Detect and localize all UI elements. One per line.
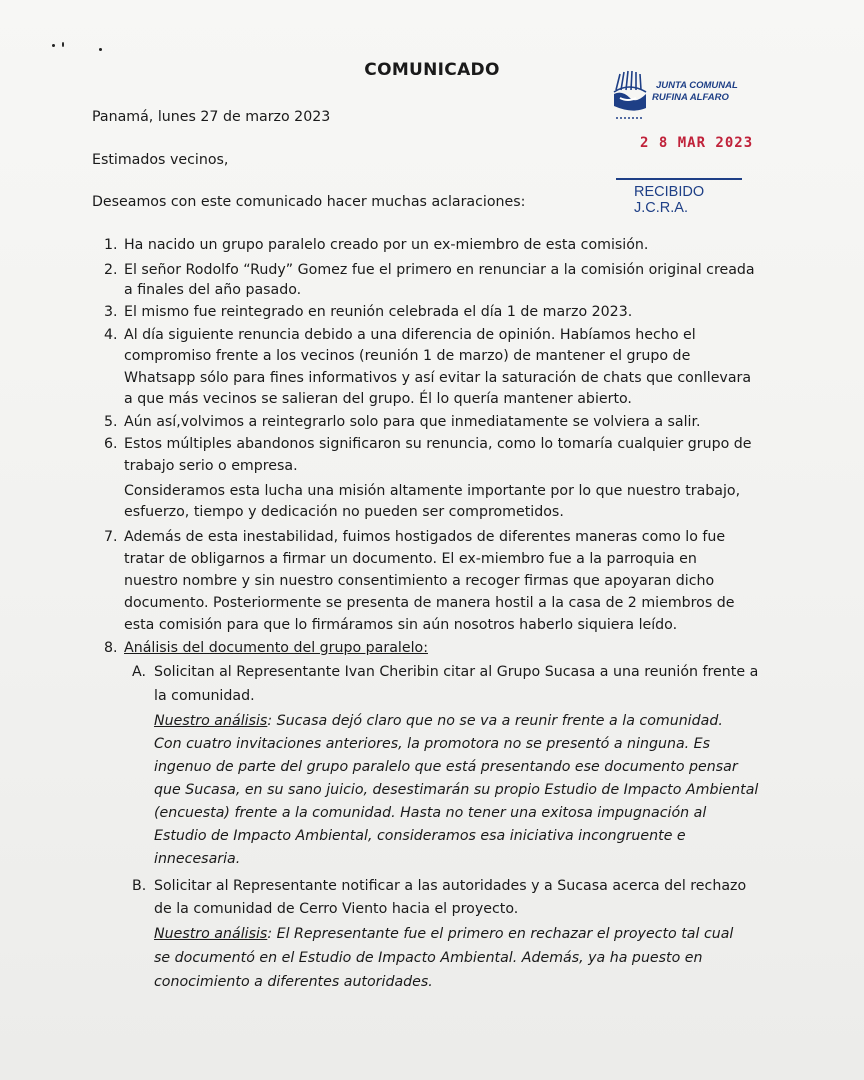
- stamp-org-line1: JUNTA COMUNAL: [656, 80, 738, 91]
- list-number: 1.: [104, 237, 118, 253]
- analysis-line: innecesaria.: [154, 851, 241, 867]
- analysis-label: Nuestro análisis: [154, 926, 268, 942]
- junta-comunal-stamp: [612, 68, 752, 128]
- list-item-line: Estos múltiples abandonos significaron su renuncia, como lo tomaría cualquier grupo de: [124, 436, 752, 452]
- list-item-line: Aún así,volvimos a reintegrarlo solo para que inmediatamente se volviera a salir.: [124, 414, 701, 430]
- list-item-line: a finales del año pasado.: [124, 282, 302, 298]
- subitem-letter: A.: [132, 664, 146, 680]
- received-org: J.C.R.A.: [634, 199, 688, 216]
- date-line: Panamá, lunes 27 de marzo 2023: [92, 109, 331, 125]
- list-item-line: esta comisión para que lo firmáramos sin aún nosotros haberlo siquiera leído.: [124, 617, 678, 633]
- list-item-line: El señor Rodolfo “Rudy” Gomez fue el primero en renunciar a la comisión original creada: [124, 262, 755, 278]
- analysis-line: [154, 924, 733, 944]
- analysis-line: (encuesta) frente a la comunidad. Hasta no tener una exitosa impugnación al: [154, 805, 707, 821]
- list-item-line: Análisis del documento del grupo paralelo:: [124, 640, 428, 656]
- list-item-line: nuestro nombre y sin nuestro consentimiento a recoger firmas que apoyaran dicho: [124, 573, 715, 589]
- list-number: 7.: [104, 529, 118, 545]
- list-item-line: Ha nacido un grupo paralelo creado por un ex-miembro de esta comisión.: [124, 237, 649, 253]
- received-label: RECIBIDO: [634, 183, 705, 200]
- list-number: 4.: [104, 327, 118, 343]
- analysis-text: : El Representante fue el primero en rechazar el proyecto tal cual: [267, 926, 734, 942]
- list-item-line: Al día siguiente renuncia debido a una diferencia de opinión. Habíamos hecho el: [124, 327, 696, 343]
- received-date-stamp: 2 8 MAR 2023: [640, 135, 754, 151]
- analysis-line: [154, 711, 723, 731]
- list-item-line: documento. Posteriormente se presenta de manera hostil a la casa de 2 miembros de: [124, 595, 735, 611]
- analysis-line: Estudio de Impacto Ambiental, consideramos esa iniciativa incongruente e: [154, 828, 686, 844]
- analysis-line: Con cuatro invitaciones anteriores, la promotora no se presentó a ninguna. Es: [154, 736, 711, 752]
- list-item-line: tratar de obligarnos a firmar un documento. El ex-miembro fue a la parroquia en: [124, 551, 697, 567]
- stamp-rule: [616, 178, 742, 180]
- list-item-line: esfuerzo, tiempo y dedicación no pueden ser comprometidos.: [124, 504, 564, 520]
- list-item-line: trabajo serio o empresa.: [124, 458, 298, 474]
- list-item-line: El mismo fue reintegrado en reunión celebrada el día 1 de marzo 2023.: [124, 304, 633, 320]
- list-number: 6.: [104, 436, 118, 452]
- list-number: 5.: [104, 414, 118, 430]
- list-item-line: Consideramos esta lucha una misión altamente importante por lo que nuestro trabajo,: [124, 483, 741, 499]
- subitem-line: Solicitan al Representante Ivan Cheribin citar al Grupo Sucasa a una reunión frente a: [154, 664, 759, 680]
- list-item-line: Además de esta inestabilidad, fuimos hostigados de diferentes maneras como lo fue: [124, 529, 726, 545]
- analysis-line: ingenuo de parte del grupo paralelo que está presentando ese documento pensar: [154, 759, 738, 775]
- junta-comunal-logo-icon: [612, 68, 752, 128]
- stamp-org-line2: RUFINA ALFARO: [652, 92, 729, 103]
- greeting: Estimados vecinos,: [92, 152, 229, 168]
- list-number: 8.: [104, 640, 118, 656]
- page-title: COMUNICADO: [364, 60, 500, 80]
- analysis-line: conocimiento a diferentes autoridades.: [154, 974, 433, 990]
- subitem-line: la comunidad.: [154, 688, 255, 704]
- analysis-text: : Sucasa dejó claro que no se va a reunir frente a la comunidad.: [267, 713, 723, 729]
- analysis-line: que Sucasa, en su sano juicio, desestimarán su propio Estudio de Impacto Ambiental: [154, 782, 759, 798]
- subitem-line: de la comunidad de Cerro Viento hacia el proyecto.: [154, 901, 519, 917]
- list-item-line: Whatsapp sólo para fines informativos y así evitar la saturación de chats que conllevara: [124, 370, 752, 386]
- list-item-line: compromiso frente a los vecinos (reunión 1 de marzo) de mantener el grupo de: [124, 348, 691, 364]
- subitem-letter: B.: [132, 878, 147, 894]
- received-stamp: [616, 178, 742, 216]
- list-number: 2.: [104, 262, 118, 278]
- intro-line: Deseamos con este comunicado hacer muchas aclaraciones:: [92, 194, 526, 210]
- analysis-line: se documentó en el Estudio de Impacto Ambiental. Además, ya ha puesto en: [154, 950, 703, 966]
- subitem-line: Solicitar al Representante notificar a las autoridades y a Sucasa acerca del rechazo: [154, 878, 747, 894]
- analysis-label: Nuestro análisis: [154, 713, 268, 729]
- list-item-line: a que más vecinos se salieran del grupo. Él lo quería mantener abierto.: [124, 391, 632, 407]
- list-number: 3.: [104, 304, 118, 320]
